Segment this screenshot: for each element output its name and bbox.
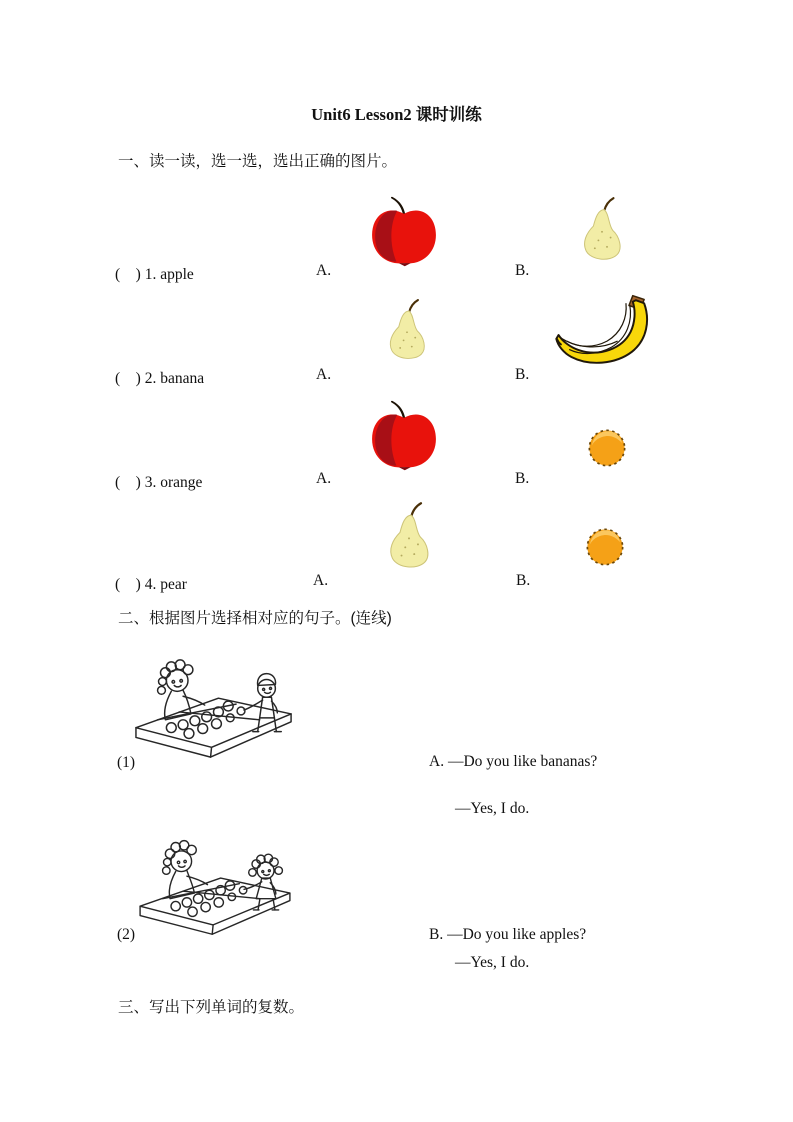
item-1-sentence-question: A. —Do you like bananas?	[429, 753, 598, 770]
pear-icon	[382, 298, 432, 363]
fruit-stand-boy-scene-image	[122, 655, 307, 763]
question-3-option-a-label: A.	[316, 470, 332, 487]
apple-icon	[366, 192, 442, 269]
section-one-heading: 一、读一读，选一选，选出正确的图片。	[118, 153, 398, 170]
question-2-label: ( ) 2. banana	[115, 370, 205, 387]
item-1-sentence-answer: —Yes, I do.	[455, 800, 530, 817]
question-3-label: ( ) 3. orange	[115, 474, 203, 491]
item-2-sentence-question: B. —Do you like apples?	[429, 926, 587, 943]
orange-icon	[584, 526, 626, 568]
apple-icon	[366, 396, 442, 473]
question-2-option-a-label: A.	[316, 366, 332, 383]
item-2-label: (2)	[117, 926, 136, 943]
item-2-sentence-answer: —Yes, I do.	[455, 954, 530, 971]
question-1-option-b-label: B.	[515, 262, 530, 279]
bananas-icon	[551, 292, 657, 369]
orange-icon	[586, 427, 628, 469]
question-4-option-a-label: A.	[313, 572, 329, 589]
question-1-option-a-label: A.	[316, 262, 332, 279]
pear-icon	[379, 501, 439, 572]
fruit-stand-girl-scene-image	[125, 835, 305, 938]
pear-icon	[576, 196, 628, 264]
question-4-label: ( ) 4. pear	[115, 576, 187, 593]
question-1-label: ( ) 1. apple	[115, 266, 194, 283]
page-title: Unit6 Lesson2 课时训练	[311, 105, 482, 124]
section-three-heading: 三、写出下列单词的复数。	[118, 999, 305, 1016]
question-2-option-b-label: B.	[515, 366, 530, 383]
question-3-option-b-label: B.	[515, 470, 530, 487]
item-1-label: (1)	[117, 754, 136, 771]
section-two-heading: 二、根据图片选择相对应的句子。(连线)	[118, 610, 392, 627]
question-4-option-b-label: B.	[516, 572, 531, 589]
